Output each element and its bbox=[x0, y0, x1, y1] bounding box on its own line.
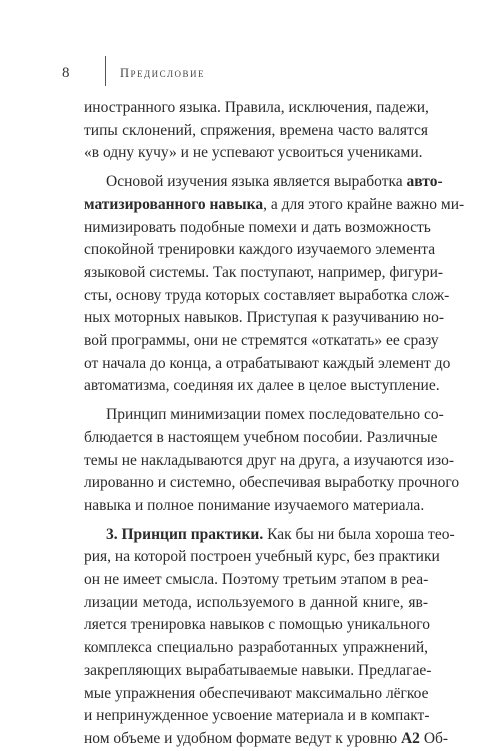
text-line: ляется тренировка навыков с помощью уникального bbox=[84, 616, 430, 634]
text-line: ных моторных навыков. Приступая к разучиванию но- bbox=[84, 309, 445, 327]
text-line: нимизировать подобные помехи и дать возможность bbox=[84, 218, 431, 236]
text-line: он не имеет смысла. Поэтому третьим этапом в реа- bbox=[84, 571, 429, 589]
text-line: лизации метода, используемого в данной книге, яв- bbox=[84, 593, 428, 611]
header-divider bbox=[105, 56, 106, 86]
paragraph-4 bbox=[84, 524, 455, 751]
body-text bbox=[84, 97, 465, 751]
text-line: типы склонений, спряжения, времена часто валятся bbox=[84, 121, 428, 139]
text-line: 3. Принцип практики. Как бы ни была хороша тео- bbox=[106, 525, 455, 543]
bold-term: авто- bbox=[406, 173, 443, 191]
bold-term: А2 bbox=[400, 729, 420, 747]
text-line: темы не накладываются друг на друга, а изучаются изо- bbox=[84, 451, 455, 469]
text-line: комплекса специально разработанных упражнений, bbox=[84, 639, 428, 657]
text-line: от начала до конца, а отрабатывают каждый элемент до bbox=[84, 354, 451, 372]
text-line: автоматизма, соединяя их далее в целое выступление. bbox=[84, 377, 440, 395]
bold-term: матизированного навыка bbox=[84, 195, 264, 213]
text-line: матизированного навыка, а для этого крайне важно ми- bbox=[84, 195, 465, 213]
text-line: закрепляющих вырабатываемые навыки. Предлагае- bbox=[84, 661, 432, 679]
page-number: 8 bbox=[62, 65, 70, 81]
text-line: Основой изучения языка является выработка авто- bbox=[106, 173, 443, 191]
paragraph-3 bbox=[84, 404, 460, 518]
text-line: языковой системы. Так поступают, например, фигури- bbox=[84, 263, 444, 281]
text-line: и непринужденное усвоение материала и в компакт- bbox=[84, 707, 430, 725]
text-line: лированно и системно, обеспечивая выработку прочного bbox=[84, 474, 460, 492]
paragraph-1 bbox=[84, 97, 428, 165]
text-line: сты, основу труда которых составляет выработка слож- bbox=[84, 286, 450, 304]
text-line: блюдается в настоящем учебном пособии. Различные bbox=[84, 428, 438, 446]
text-line: иностранного языка. Правила, исключения, падежи, bbox=[84, 99, 429, 116]
text-line: вой программы, они не стремятся «откатать» ее сразу bbox=[84, 332, 439, 350]
text-line: Принцип минимизации помех последовательно со- bbox=[106, 406, 444, 424]
section-heading: 3. Принцип практики. bbox=[106, 525, 264, 543]
running-title: Предисловие bbox=[120, 66, 206, 80]
text-line: спокойной тренировки каждого изучаемого элемента bbox=[84, 241, 436, 259]
text-line: ном объеме и удобном формате ведут к уровню А2 Об- bbox=[84, 729, 449, 747]
text-line: мые упражнения обеспечивают максимально лёгкое bbox=[84, 684, 429, 702]
text-line: «в одну кучу» и не успевают усвоиться учениками. bbox=[84, 144, 423, 162]
page-header bbox=[62, 56, 440, 86]
text-line: рия, на которой построен учебный курс, без практики bbox=[84, 548, 440, 566]
text-line: навыка и полное понимание изучаемого материала. bbox=[84, 496, 425, 514]
paragraph-2 bbox=[84, 171, 465, 398]
